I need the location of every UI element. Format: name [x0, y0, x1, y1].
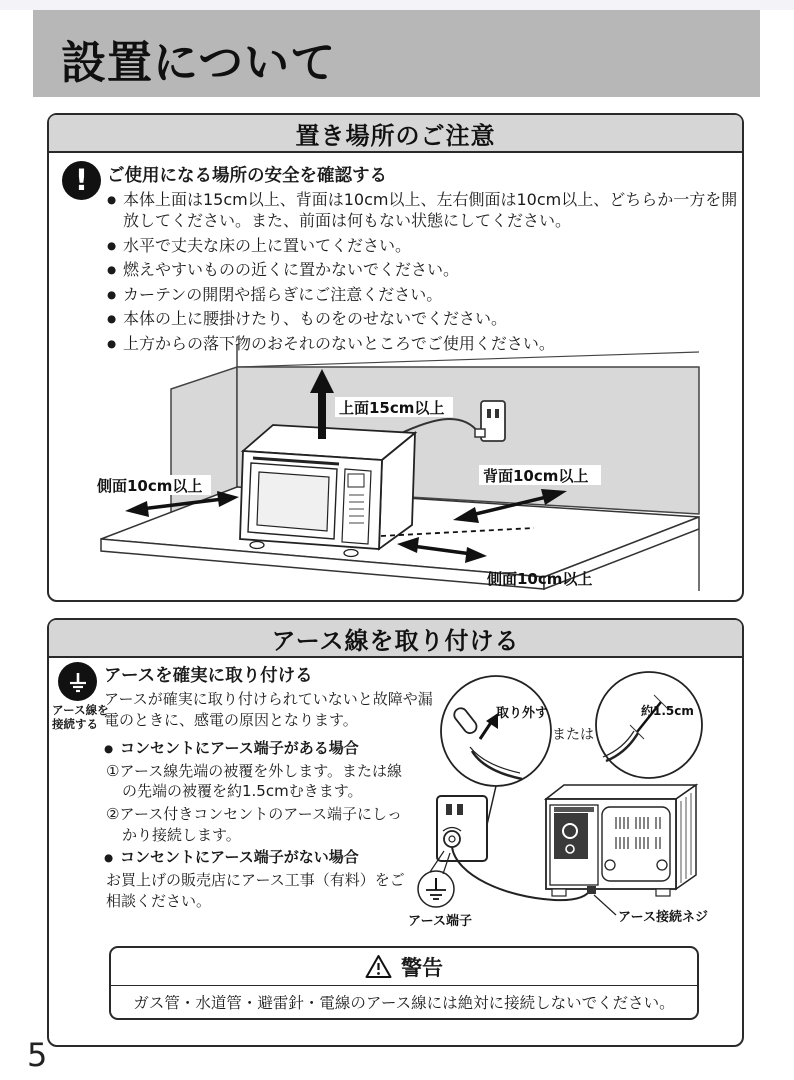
- earth-instruction-list: [104, 738, 406, 912]
- page-number: 5: [27, 1036, 48, 1074]
- list-item: ● 燃えやすいものの近くに置かないでください。: [107, 259, 745, 280]
- step-item: ②アース付きコンセントのアース端子にしっかり接続します。: [106, 805, 403, 844]
- remove-label: 取り外す: [496, 706, 549, 721]
- earth-intro: アースが確実に取り付けられていないと故障や漏電のときに、感電の原因となります。: [104, 690, 433, 730]
- list-item: ● 本体の上に腰掛けたり、ものをのせないでください。: [107, 308, 745, 329]
- earth-screw: [587, 886, 596, 894]
- earth-terminal: [444, 831, 460, 847]
- page-top-strip: [0, 0, 794, 10]
- clearance-label-back: 背面10cm以上: [483, 467, 589, 485]
- clearance-label-left: 側面10cm以上: [97, 477, 203, 495]
- list-item: ● コンセントにアース端子がある場合: [104, 738, 406, 759]
- list-item: ● 水平で丈夫な床の上に置いてください。: [107, 235, 745, 256]
- detail-circle-strip: [596, 672, 702, 778]
- list-item: ● カーテンの開閉や揺らぎにご注意ください。: [107, 284, 745, 305]
- or-label: または: [552, 727, 594, 743]
- note-item: お買上げの販売店にアース工事（有料）をご相談ください。: [106, 871, 405, 910]
- warning-title: 警告: [401, 955, 443, 980]
- earth-diagram: [404, 659, 744, 945]
- earth-icon-caption: アース線を接続する: [52, 703, 109, 731]
- clearance-label-right: 側面10cm以上: [487, 570, 593, 588]
- microwave-window: [257, 472, 329, 531]
- list-item: ● 本体上面は15cm以上、背面は10cm以上、左右側面は10cm以上、どちらか一方を開放してください。また、前面は何もない状態にしてください。: [107, 189, 745, 232]
- exclamation-circle-icon: [62, 161, 101, 200]
- list-item: ● 上方からの落下物のおそれのないところでご使用ください。: [107, 333, 745, 354]
- earth-section: [47, 618, 744, 1047]
- screw-label: アース接続ネジ: [618, 910, 708, 925]
- placement-bullet-list: [107, 189, 745, 357]
- microwave-oven: [240, 425, 415, 557]
- placement-heading: ご使用になる場所の安全を確認する: [107, 166, 387, 186]
- strip-length-label: 約1.5cm: [641, 704, 694, 718]
- step-item: ①アース線先端の被覆を外します。または線の先端の被覆を約1.5cmむきます。: [106, 761, 403, 801]
- page-title-bar: [33, 10, 760, 97]
- placement-section-header: 置き場所のご注意: [49, 115, 742, 153]
- clearance-diagram: [89, 339, 714, 594]
- warning-triangle-icon: [365, 954, 392, 979]
- clearance-label-top: 上面15cm以上: [339, 399, 445, 417]
- terminal-label: アース端子: [408, 914, 472, 929]
- warning-message: ガス管・水道管・避雷針・電線のアース線には絶対に接続しないでください。: [133, 994, 675, 1012]
- earth-heading: アースを確実に取り付ける: [104, 666, 313, 686]
- warning-box: [109, 946, 699, 1020]
- earth-section-header: アース線を取り付ける: [49, 620, 742, 658]
- page-title: 設置について: [61, 36, 337, 89]
- ground-icon: [58, 662, 97, 701]
- list-item: ● コンセントにアース端子がない場合: [104, 847, 406, 868]
- microwave-rear: [546, 785, 696, 896]
- placement-section: [47, 113, 744, 602]
